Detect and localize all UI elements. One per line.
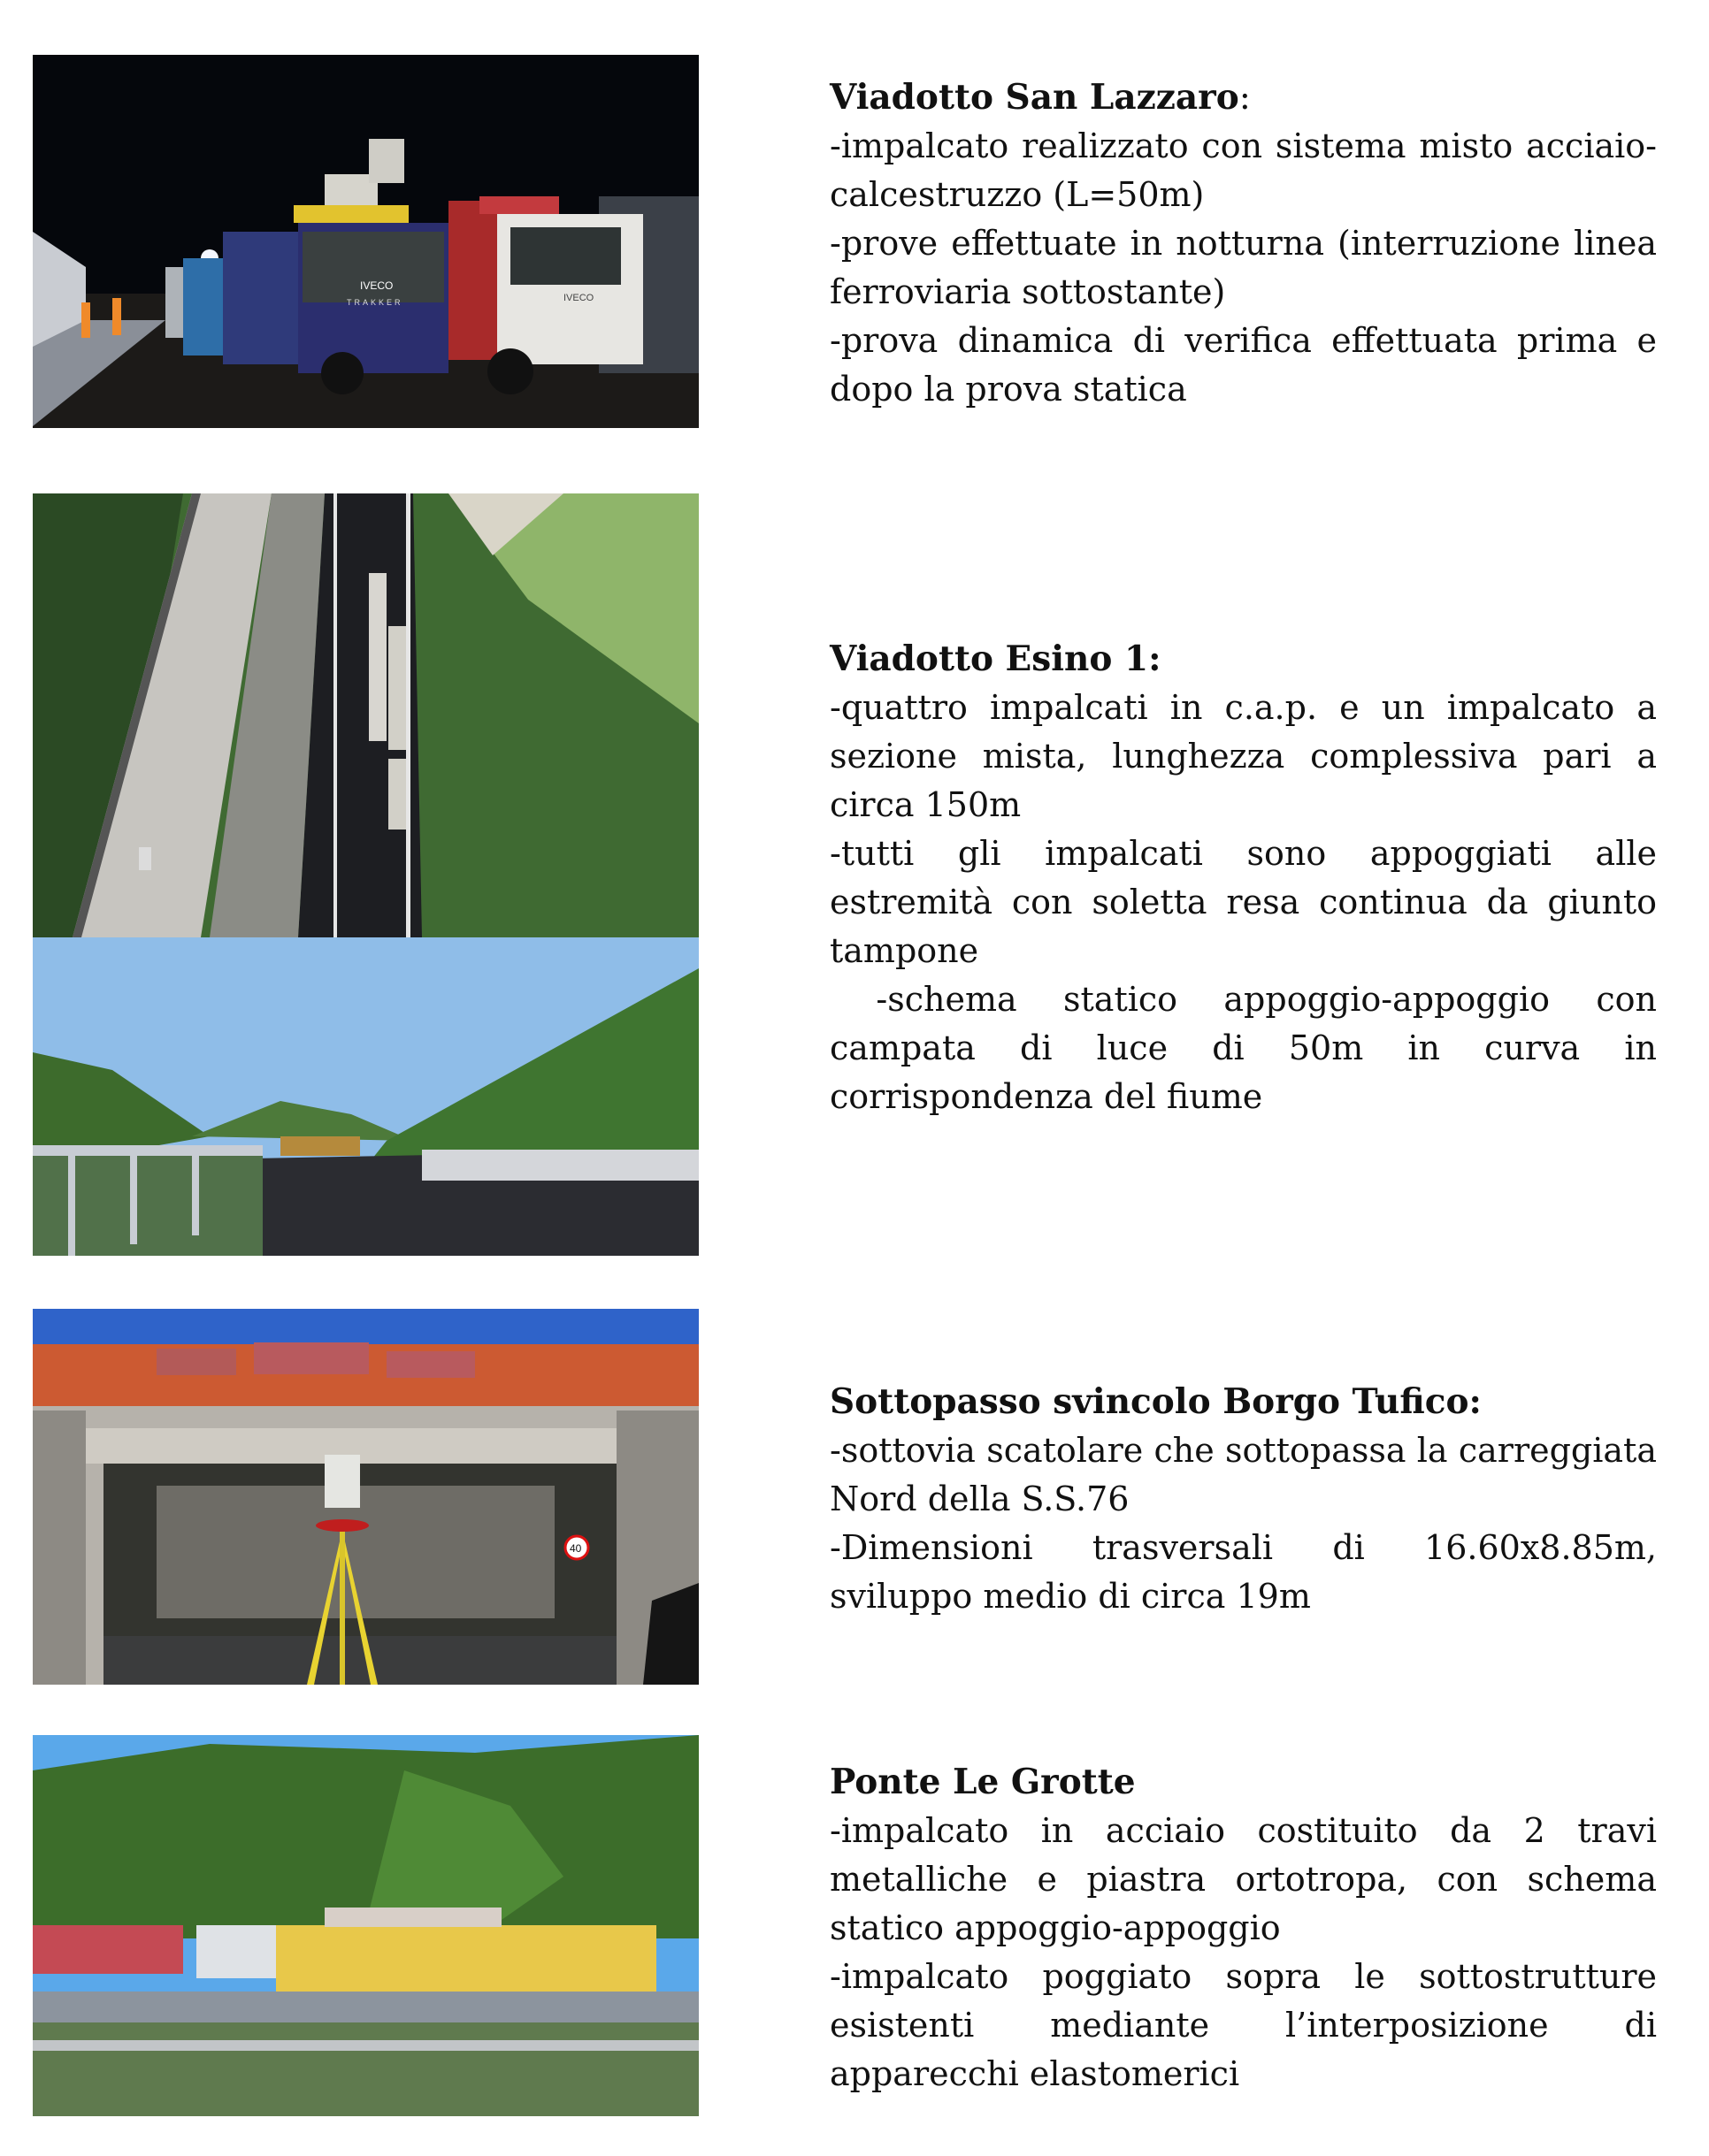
section-paragraph: -Dimensioni trasversali di 16.60x8.85m, sviluppo medio di circa 19m <box>830 1528 1657 1616</box>
section-title-text: Viadotto San Lazzaro <box>830 77 1239 118</box>
section-paragraph: -impalcato poggiato sopra le sottostrutture esistenti mediante l’interposizione di apparecchi elastomerici <box>830 1957 1657 2093</box>
section-viadotto-san-lazzaro <box>830 73 1657 414</box>
section-title: Sottopasso svincolo Borgo Tufico: <box>830 1381 1482 1422</box>
photo-sottopasso-borgo-tufico <box>33 1309 699 1685</box>
section-paragraph: -sottovia scatolare che sottopassa la carreggiata Nord della S.S.76 <box>830 1431 1657 1518</box>
section-paragraph: -quattro impalcati in c.a.p. e un impalcato a sezione mista, lunghezza complessiva pari a circa 150m <box>830 688 1657 824</box>
section-sottopasso-borgo-tufico <box>830 1378 1657 1621</box>
section-paragraph: -impalcato realizzato con sistema misto acciaio-calcestruzzo (L=50m) <box>830 126 1657 214</box>
photo-viadotto-esino-deck <box>33 937 699 1256</box>
section-title: Viadotto Esino 1: <box>830 638 1161 679</box>
section-ponte-le-grotte <box>830 1758 1657 2099</box>
section-paragraph: -impalcato in acciaio costituito da 2 travi metalliche e piastra ortotropa, con schema statico appoggio-appoggio <box>830 1811 1657 1947</box>
section-paragraph: -prova dinamica di verifica effettuata prima e dopo la prova statica <box>830 321 1657 409</box>
truck-label-2: TRAKKER <box>347 298 403 307</box>
section-title <box>830 73 1657 122</box>
truck-label-3: IVECO <box>563 293 594 303</box>
section-paragraph: -schema statico appoggio-appoggio con campata di luce di 50m in curva in corrispondenza del fiume <box>830 980 1668 1116</box>
section-title-colon: : <box>1238 78 1251 118</box>
photo-ponte-le-grotte <box>33 1735 699 2116</box>
section-paragraph: -tutti gli impalcati sono appoggiati alle estremità con soletta resa continua da giunto tampone <box>830 834 1657 970</box>
photo-viadotto-esino-aerial <box>33 493 699 937</box>
section-viadotto-esino-1 <box>830 635 1668 1121</box>
photo-viadotto-san-lazzaro <box>33 55 699 428</box>
truck-label-1: IVECO <box>360 279 394 292</box>
section-title: Ponte Le Grotte <box>830 1762 1136 1802</box>
speed-sign-label: 40 <box>570 1542 582 1555</box>
section-paragraph: -prove effettuate in notturna (interruzione linea ferroviaria sottostante) <box>830 224 1657 311</box>
